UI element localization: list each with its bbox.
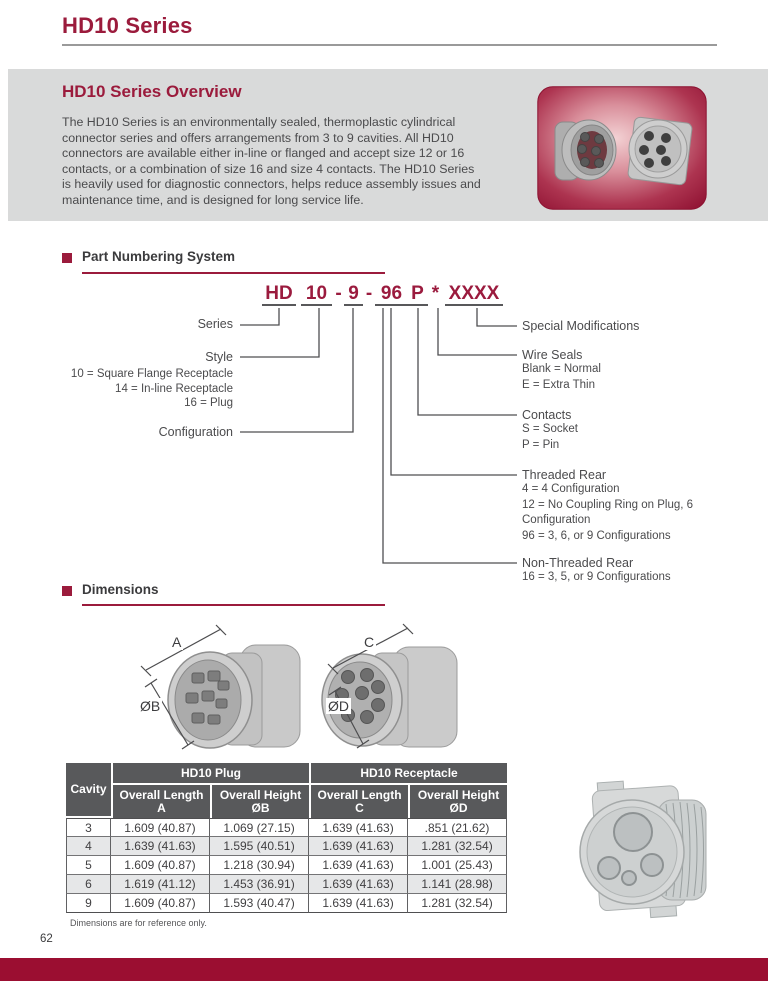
part-number-segment-configuration: 9 bbox=[344, 283, 363, 306]
overview-line: maintenance time, and is designed for long service life. bbox=[62, 192, 364, 207]
overview-line: connector series and offers arrangements from 3 to 9 cavities. All HD10 bbox=[62, 130, 454, 145]
table-row: 5 1.609 (40.87) 1.218 (30.94) 1.639 (41.63) 1.001 (25.43) bbox=[66, 856, 507, 875]
dimension-drawings bbox=[110, 615, 480, 765]
label-wire-seals: Wire Seals Blank = Normal E = Extra Thin bbox=[522, 348, 601, 391]
table-note: Dimensions are for reference only. bbox=[70, 918, 207, 928]
section-bullet bbox=[62, 586, 72, 596]
part-number-segment-special: XXXX bbox=[445, 283, 503, 306]
overview-line: The HD10 Series is an environmentally sealed, thermoplastic cylindrical bbox=[62, 115, 456, 129]
overview-line: contacts, or a combination of size 16 and size 4 contacts. The HD10 Series bbox=[62, 161, 475, 176]
label-series: Series bbox=[197, 317, 233, 331]
col-header-cavity: Cavity bbox=[66, 763, 111, 818]
overview-banner bbox=[8, 69, 768, 221]
col-header-overall-length-c: Overall Length C bbox=[309, 785, 408, 818]
col-header-overall-height-ob: Overall Height ØB bbox=[210, 785, 309, 818]
table-row: 6 1.619 (41.12) 1.453 (36.91) 1.639 (41.63) 1.141 (28.98) bbox=[66, 875, 507, 894]
part-number-segment-wireseal: * bbox=[431, 283, 440, 304]
part-number-dash: - bbox=[335, 283, 342, 304]
label-threaded-rear: Threaded Rear 4 = 4 Configuration 12 = No Coupling Ring on Plug, 6 Configuration 96 = 3, 6, or 9 Configurations bbox=[522, 468, 694, 542]
page-title: HD10 Series bbox=[62, 13, 193, 38]
table-row: 4 1.639 (41.63) 1.595 (40.51) 1.639 (41.63) 1.281 (32.54) bbox=[66, 837, 507, 856]
dimension-label-c: C bbox=[364, 634, 375, 650]
table-row: 3 1.609 (40.87) 1.069 (27.15) 1.639 (41.63) .851 (21.62) bbox=[66, 818, 507, 837]
table-row: 9 1.609 (40.87) 1.593 (40.47) 1.639 (41.63) 1.281 (32.54) bbox=[66, 894, 507, 913]
label-style-options: 10 = Square Flange Receptacle 14 = In-line Receptacle 16 = Plug bbox=[70, 368, 233, 409]
section-bullet bbox=[62, 253, 72, 263]
part-numbering-heading: Part Numbering System bbox=[82, 249, 236, 264]
page-number: 62 bbox=[40, 933, 53, 945]
dimension-label-ob: ØB bbox=[140, 698, 161, 714]
group-header-receptacle: HD10 Receptacle bbox=[309, 763, 507, 785]
part-number-segment-contacts: P bbox=[407, 283, 428, 306]
overview-heading: HD10 Series Overview bbox=[62, 82, 242, 101]
label-style: Style bbox=[205, 350, 233, 364]
dimensions-heading: Dimensions bbox=[82, 582, 159, 597]
label-contacts: Contacts S = Socket P = Pin bbox=[522, 408, 578, 451]
col-header-overall-length-a: Overall Length A bbox=[111, 785, 210, 818]
overview-paragraph bbox=[62, 115, 542, 209]
dimensions-table bbox=[66, 763, 507, 913]
part-number-dash: - bbox=[365, 283, 373, 304]
part-number-segment-rear: 96 bbox=[375, 283, 408, 306]
section-rule bbox=[82, 272, 385, 274]
col-header-overall-height-od: Overall Height ØD bbox=[408, 785, 507, 818]
dimension-label-a: A bbox=[172, 634, 182, 650]
section-rule bbox=[82, 604, 385, 606]
title-rule bbox=[62, 44, 717, 46]
dimension-label-od: ØD bbox=[328, 698, 349, 714]
overview-line: is heavily used for diagnostic connectors, helps reduce assembly issues and bbox=[62, 177, 481, 192]
part-number-segment-style: 10 bbox=[301, 283, 332, 306]
label-special-modifications: Special Modifications bbox=[522, 319, 640, 333]
label-non-threaded-rear: Non-Threaded Rear 16 = 3, 5, or 9 Configurations bbox=[522, 556, 671, 583]
part-number-segment-series: HD bbox=[262, 283, 296, 306]
bottom-bar bbox=[0, 958, 768, 981]
group-header-plug: HD10 Plug bbox=[111, 763, 309, 785]
overview-line: connectors are available either in-line or flanged and accept size 12 or 16 bbox=[62, 146, 465, 161]
connector-product-photo bbox=[537, 86, 707, 210]
receptacle-product-photo bbox=[572, 770, 724, 930]
label-configuration: Configuration bbox=[158, 425, 233, 439]
